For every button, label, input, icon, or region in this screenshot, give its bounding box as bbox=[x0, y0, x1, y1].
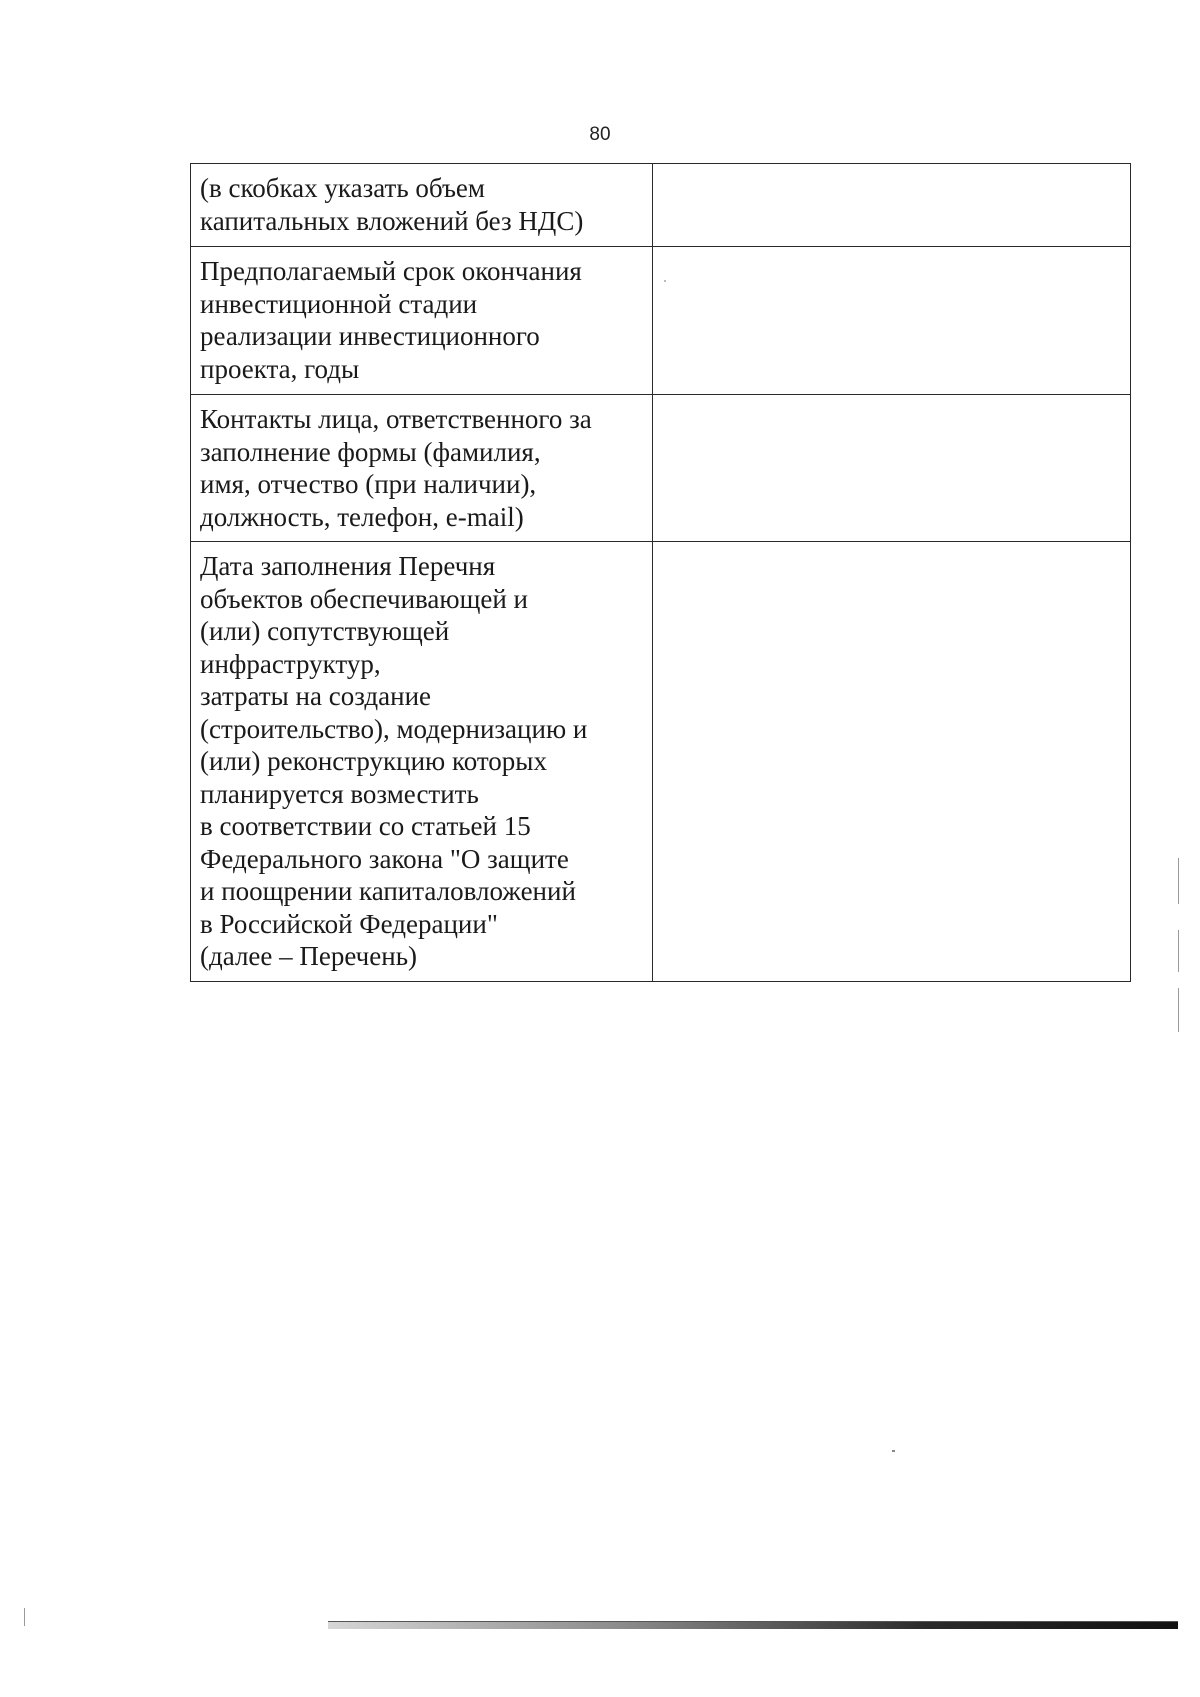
investment-stage-end-label: Предполагаемый срок окончания инвестиционной стадии реализации инвестиционного проекта, годы bbox=[191, 247, 653, 395]
scan-edge-mark bbox=[1178, 858, 1179, 904]
table-row bbox=[191, 164, 1131, 247]
list-fill-date-label: Дата заполнения Перечня объектов обеспечивающей и (или) сопутствующей инфраструктур, затраты на создание (строительство), модернизацию и (или) реконструкцию которых планируется возместить в соответствии со статьей 15 Федерального закона "О защите и поощрении капиталовложений в Российской Федерации" (далее – Перечень) bbox=[191, 542, 653, 982]
table-row bbox=[191, 395, 1131, 542]
scan-edge-mark bbox=[24, 1608, 25, 1626]
table-row bbox=[191, 542, 1131, 982]
scan-speck bbox=[892, 1450, 895, 1452]
contact-person-label: Контакты лица, ответственного за заполнение формы (фамилия, имя, отчество (при наличии), должность, телефон, e-mail) bbox=[191, 395, 653, 542]
table-row bbox=[191, 247, 1131, 395]
capital-investment-value-cell[interactable] bbox=[653, 164, 1131, 247]
contact-person-value-cell[interactable] bbox=[653, 395, 1131, 542]
investment-stage-end-value-cell[interactable] bbox=[653, 247, 1131, 395]
scan-edge-mark bbox=[1178, 930, 1179, 972]
scan-speck bbox=[664, 280, 666, 282]
form-table bbox=[190, 163, 1131, 982]
list-fill-date-value-cell[interactable] bbox=[653, 542, 1131, 982]
capital-investment-note-label: (в скобках указать объем капитальных вложений без НДС) bbox=[191, 164, 653, 247]
page-number: 80 bbox=[589, 124, 611, 145]
scan-edge-mark bbox=[1178, 988, 1179, 1032]
bottom-scan-rule bbox=[328, 1621, 1178, 1629]
bottom-scan-rule-edge bbox=[328, 1621, 1178, 1622]
